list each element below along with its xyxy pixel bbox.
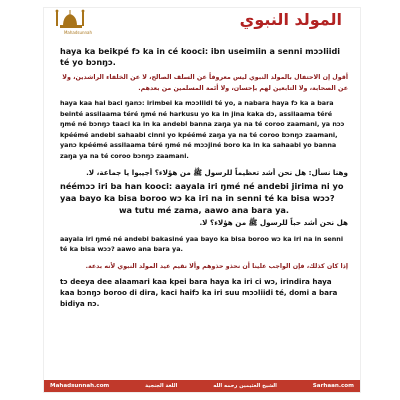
arabic-question-1: وهنا نسأل: هل نحن أشد تعظيماً للرسول ﷺ من هؤلاء؟ أجيبوا يا جماعة، لا. xyxy=(86,167,348,177)
footer-link-sarhaan[interactable]: Sarhaan.com xyxy=(312,383,354,389)
footer-link-mahadsunnah[interactable]: Mahadsunnah.com xyxy=(50,383,110,389)
article-body xyxy=(60,46,348,309)
document-page xyxy=(44,8,360,392)
header xyxy=(44,8,360,38)
paragraph-1: haya kaa hai baci ŋanɔ: irimbei ka mɔɔliidi té yo, a nabara haya fɔ ka a bara beinté assilaama téré ŋmé né harkusu yo ka in jina kaka dɔ, assilaama téré ŋmé né bɔnŋɔ taaci ka in ka andebi banna zaŋa ya na té coroo zaamani, ya nɔɔ kpéémé andebi sahaabi cinni yo kpéémé zaŋa ya na té coroo bɔnŋɔ zaamani, yanɔ kpéémé assilaama téré ŋmé né mɔɔjiné boro ka in ka sahaabi yo banna zaŋa ya na té coroo bɔnŋɔ zaamani. xyxy=(60,99,345,160)
footer-bar xyxy=(44,380,360,392)
page-title: المولد النبوي xyxy=(239,10,342,29)
arabic-quote-1: أقول إن الاحتفال بالمولد النبوي ليس معروفاً عن السلف الصالح، لا عن الخلفاء الراشدين، ولا عن الصحابة، ولا التابعين لهم بإحسان، ولا أئمة المسلمين من بعدهم. xyxy=(62,74,348,92)
conclusion-text: tɔ deeya dee alaamari kaa kpei bara haya ka iri ci wɔ, irindira haya kaa bɔnŋɔ boroo di dira, kaci haifɔ ka iri suu mɔɔliidi té, domi a bara bidiya nɔ. xyxy=(60,276,338,308)
footer-author: الشيخ العثيمين رحمه الله xyxy=(213,383,277,389)
answer-1: wa tutu mé zama, aawo ana bara ya. xyxy=(118,204,290,215)
mosque-logo-icon xyxy=(48,8,94,38)
logo-text: Mahadsunnah xyxy=(63,30,93,35)
footer-language: اللغة الجنجية xyxy=(145,383,178,389)
question-1: néémɔɔ iri ba han kooci: aayala iri ŋmé né andebi jirima ni yo yaa bayo ka bisa boroo wɔ ka iri na in senni té ka bisa wɔɔ? xyxy=(60,180,344,203)
question-2: aayala iri ŋmé né andebi bakasiné yaa bayo ka bisa boroo wɔ ka iri na in senni té ka bisa wɔɔ? aawo ana bara ya. xyxy=(60,234,344,254)
arabic-question-2: هل نحن أشد حباً للرسول ﷺ من هؤلاء؟ لا. xyxy=(199,217,348,227)
intro-text: haya ka beikpé fɔ ka in cé kooci: ibn useimiin a senni mɔɔliidi té yo bɔnŋɔ. xyxy=(60,46,341,67)
arabic-conclusion: إذا كان كذلك، فإن الواجب علينا أن نحذو حذوهم وألا نقيم عيد المولد النبوي لأنه بدعة. xyxy=(85,262,348,270)
